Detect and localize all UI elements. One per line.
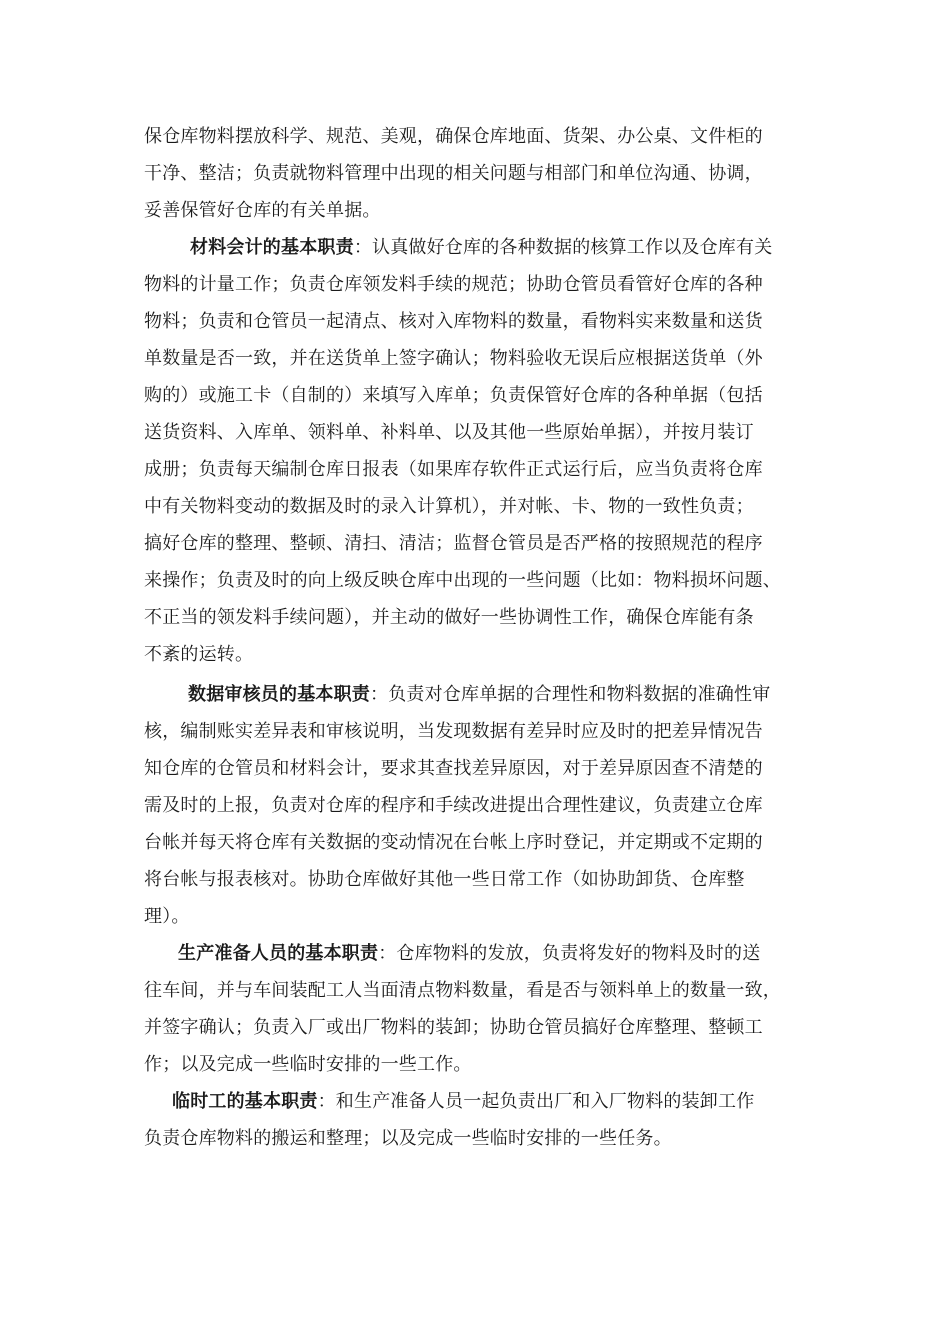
paragraph-first-line [144, 935, 824, 972]
paragraph-first-line [144, 676, 824, 713]
text-line: 干净、整洁；负责就物料管理中出现的相关问题与相部门和单位沟通、协调， [144, 163, 763, 184]
paragraph-temporary-worker [144, 1083, 824, 1157]
section-heading: 数据审核员的基本职责 [188, 684, 370, 705]
text-line: 物料的计量工作；负责仓库领发料手续的规范；协助仓管员看管好仓库的各种 [144, 274, 763, 295]
text-line: 负责仓库物料的搬运和整理；以及完成一些临时安排的一些任务。 [144, 1128, 672, 1149]
text-line: 物料；负责和仓管员一起清点、核对入库物料的数量，看物料实来数量和送货 [144, 311, 763, 332]
text-line: 需及时的上报，负责对仓库的程序和手续改进提出合理性建议，负责建立仓库 [144, 795, 763, 816]
text-line: 核，编制账实差异表和审核说明，当发现数据有差异时应及时的把差异情况告 [144, 721, 763, 742]
text-line: 来操作；负责及时的向上级反映仓库中出现的一些问题（比如：物料损坏问题、 [144, 570, 781, 591]
text-line: 搞好仓库的整理、整顿、清扫、清洁；监督仓管员是否严格的按照规范的程序 [144, 533, 763, 554]
paragraph-first-line [144, 229, 824, 266]
paragraph-warehouse-keeper-continued [144, 118, 824, 229]
paragraph-material-accountant [144, 229, 824, 673]
section-heading: 临时工的基本职责 [172, 1091, 318, 1112]
paragraph-production-preparer [144, 935, 824, 1083]
text-line: 将台帐与报表核对。协助仓库做好其他一些日常工作（如协助卸货、仓库整 [144, 869, 745, 890]
text-line: 台帐并每天将仓库有关数据的变动情况在台帐上序时登记，并定期或不定期的 [144, 832, 763, 853]
text-line: 往车间，并与车间装配工人当面清点物料数量，看是否与领料单上的数量一致， [144, 980, 781, 1001]
text-run: ：认真做好仓库的各种数据的核算工作以及仓库有关 [353, 237, 773, 258]
text-run: ：负责对仓库单据的合理性和物料数据的准确性审 [370, 684, 771, 705]
text-line: 理）。 [144, 906, 190, 927]
text-line: 中有关物料变动的数据及时的录入计算机），并对帐、卡、物的一致性负责； [144, 496, 754, 517]
text-line: 妥善保管好仓库的有关单据。 [144, 200, 381, 221]
text-line: 保仓库物料摆放科学、规范、美观，确保仓库地面、货架、办公桌、文件柜的 [144, 126, 763, 147]
text-line: 不紊的运转。 [144, 644, 254, 665]
section-heading: 生产准备人员的基本职责 [178, 943, 379, 964]
text-line: 知仓库的仓管员和材料会计，要求其查找差异原因，对于差异原因查不清楚的 [144, 758, 763, 779]
text-line: 送货资料、入库单、领料单、补料单、以及其他一些原始单据），并按月装订 [144, 422, 754, 443]
paragraph-data-auditor [144, 676, 824, 935]
text-line: 不正当的领发料手续问题），并主动的做好一些协调性工作，确保仓库能有条 [144, 607, 754, 628]
text-line: 购的）或施工卡（自制的）来填写入库单；负责保管好仓库的各种单据（包括 [144, 385, 763, 406]
text-line: 并签字确认；负责入厂或出厂物料的装卸；协助仓管员搞好仓库整理、整顿工 [144, 1017, 763, 1038]
text-line: 单数量是否一致，并在送货单上签字确认；物料验收无误后应根据送货单（外 [144, 348, 763, 369]
text-line: 成册；负责每天编制仓库日报表（如果库存软件正式运行后，应当负责将仓库 [144, 459, 763, 480]
text-run: ：仓库物料的发放，负责将发好的物料及时的送 [378, 943, 761, 964]
text-run: ：和生产准备人员一起负责出厂和入厂物料的装卸工作 [317, 1091, 755, 1112]
section-heading: 材料会计的基本职责 [190, 237, 354, 258]
text-line: 作；以及完成一些临时安排的一些工作。 [144, 1054, 472, 1075]
paragraph-first-line [144, 1083, 824, 1120]
